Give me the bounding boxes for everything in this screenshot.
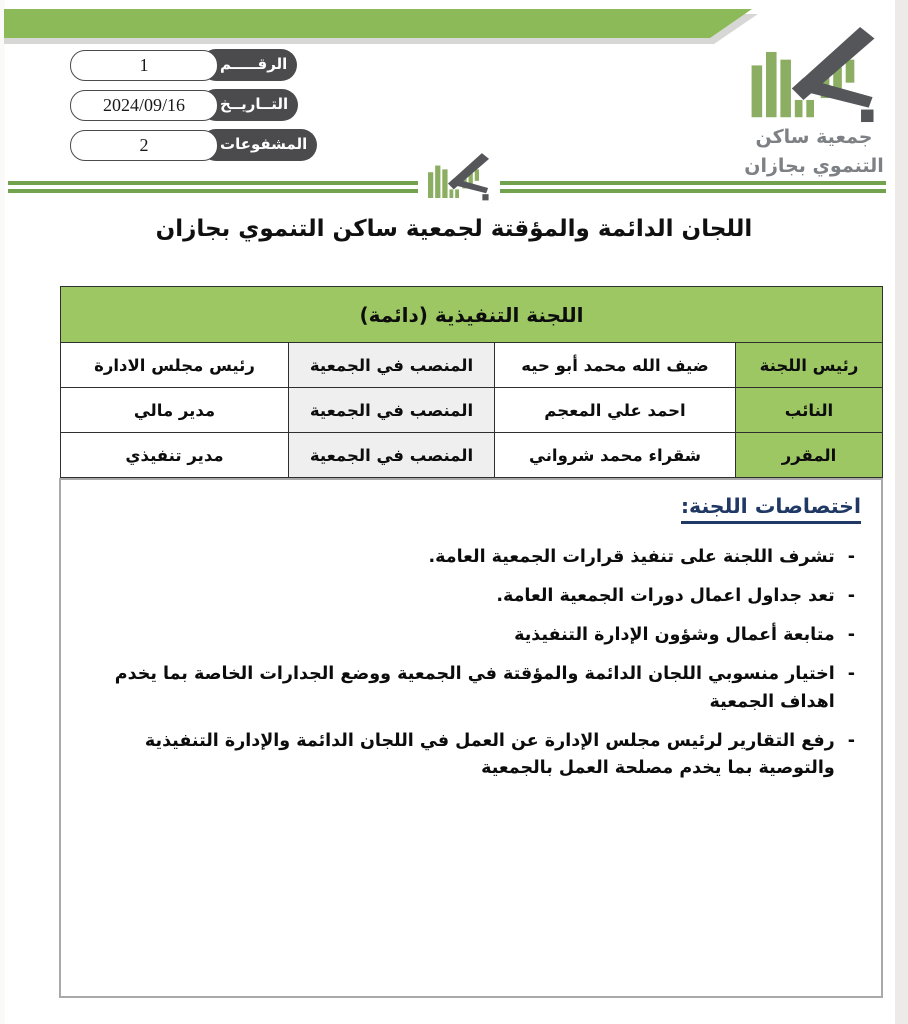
document-title: اللجان الدائمة والمؤقتة لجمعية ساكن التنموي بجازان: [155, 216, 753, 242]
bullet-text: اختيار منسوبي اللجان الدائمة والمؤقتة في الجمعية ووضع الجدارات الخاصة بما يخدم اهداف الجمعية: [114, 664, 835, 712]
name-cell: احمد علي المعجم: [495, 388, 736, 433]
competencies-list: [61, 544, 881, 782]
divider-logo-block: [418, 141, 500, 201]
attachments-field-label: المشفوعات: [200, 129, 317, 161]
org-logo-block: [738, 27, 890, 180]
committee-table-title: اللجنة التنفيذية (دائمة): [61, 287, 883, 343]
divider-logo-icon: [428, 153, 490, 201]
attachments-field: [70, 129, 317, 161]
date-field-label: التــاريــخ: [200, 89, 298, 121]
bullet-text: رفع التقارير لرئيس مجلس الإدارة عن العمل في اللجان الدائمة والإدارة التنفيذية والتوصية بما يخدم مصلحة العمل بالجمعية: [144, 730, 835, 778]
number-field-label: الرقـــــم: [200, 49, 297, 81]
date-field-value: 2024/09/16: [70, 90, 218, 121]
role-cell: رئيس اللجنة: [736, 343, 883, 388]
position-label-cell: المنصب في الجمعية: [289, 343, 495, 388]
top-banner: [4, 9, 752, 38]
committee-table-header-row: [61, 287, 883, 343]
position-label-cell: المنصب في الجمعية: [289, 388, 495, 433]
table-row: [61, 433, 883, 478]
number-field-value: 1: [70, 50, 218, 81]
committee-table: [60, 286, 883, 478]
table-row: [61, 388, 883, 433]
competencies-heading: اختصاصات اللجنة:: [681, 494, 861, 524]
scan-edge-right: [895, 0, 908, 1024]
position-cell: مدير مالي: [61, 388, 289, 433]
bullet-dash: -: [847, 625, 855, 646]
position-label-cell: المنصب في الجمعية: [289, 433, 495, 478]
bullet-dash: -: [847, 586, 855, 607]
list-item: [97, 728, 855, 782]
table-row: [61, 343, 883, 388]
bullet-text: تشرف اللجنة على تنفيذ قرارات الجمعية العامة.: [428, 547, 835, 567]
bullet-text: تعد جداول اعمال دورات الجمعية العامة.: [496, 586, 835, 607]
org-name-line1: جمعية ساكن: [755, 126, 873, 148]
meta-fields: [70, 49, 317, 169]
bullet-dash: -: [847, 547, 855, 567]
attachments-field-value: 2: [70, 130, 218, 161]
scan-edge-left: [0, 0, 5, 1024]
bullet-dash: -: [847, 730, 855, 751]
list-item: [97, 544, 855, 571]
list-item: [97, 661, 855, 715]
position-cell: رئيس مجلس الادارة: [61, 343, 289, 388]
org-name-line2: التنموي بجازان: [744, 154, 884, 177]
name-cell: شقراء محمد شرواني: [495, 433, 736, 478]
org-logo-icon: [751, 27, 877, 123]
role-cell: النائب: [736, 388, 883, 433]
role-cell: المقرر: [736, 433, 883, 478]
number-field: [70, 49, 317, 81]
date-field: [70, 89, 317, 121]
list-item: [97, 622, 855, 649]
bullet-dash: -: [847, 664, 855, 685]
bullet-text: متابعة أعمال وشؤون الإدارة التنفيذية: [514, 625, 835, 646]
list-item: [97, 583, 855, 610]
position-cell: مدير تنفيذي: [61, 433, 289, 478]
name-cell: ضيف الله محمد أبو حيه: [495, 343, 736, 388]
competencies-box: [59, 478, 883, 998]
